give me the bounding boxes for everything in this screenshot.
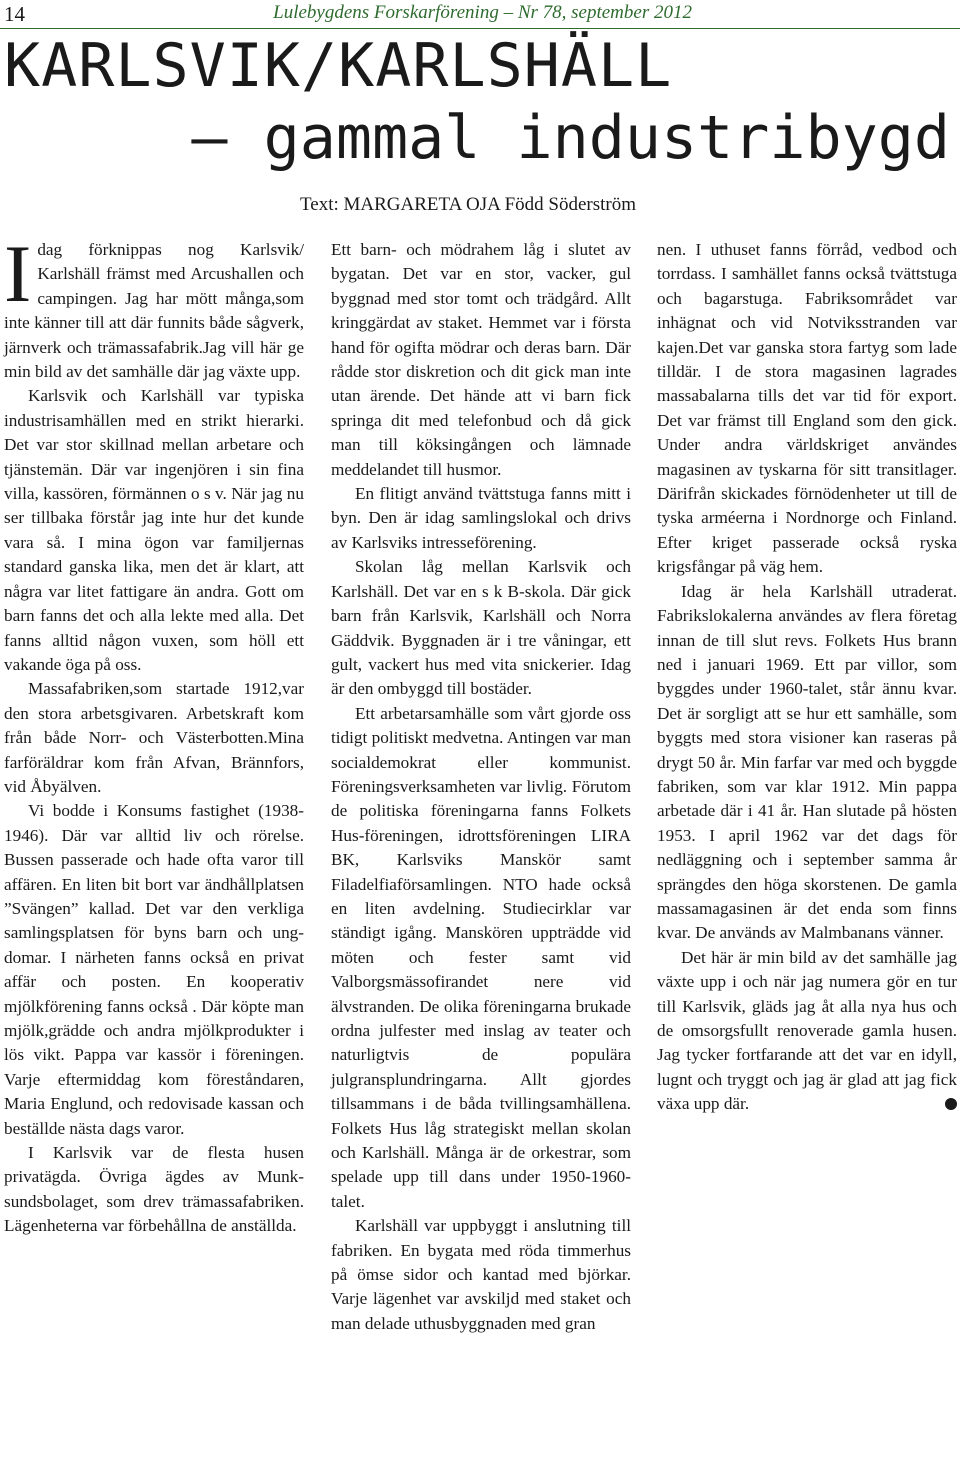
paragraph-final-text: Det här är min bild av det samhälle jag växte upp i och när jag numera gör en tur till Karlsvik, gläds jag åt alla nya hus och de omsorgsfullt renoverade gamla husen. Jag tycker fortfarande att det var en idyll, lugnt och tryggt och jag är glad att jag fick växa upp där. [657, 947, 957, 1114]
paragraph: dag förknippas nog Karlsvik/ Karlshäll främst med Arcushallen och campingen. Jag har mött många,som inte känner till att där funnits både sågverk, järnverk och trämassafabrik.Jag vill här ge min bild av det samhälle där jag växte upp. [4, 240, 304, 382]
paragraph: I Karlsvik var de flesta husen privatägda. Övriga ägdes av Munksundsbolaget, som drev trämassafabriken. Lägenheterna var förbehållna de anställda. [4, 1143, 304, 1236]
paragraph-final [657, 946, 957, 1117]
page-header [0, 0, 960, 30]
article-column-1 [4, 228, 304, 1239]
article-column-3 [657, 238, 957, 1117]
article-byline: Text: MARGARETA OJA Född Söderström [300, 194, 636, 215]
paragraph: Ett barn- och mödrahem låg i slutet av bygatan. Det var en stor, vacker, gul byggnad med stor tomt och trädgård. Allt kringgärdat av staket. Hemmet var i första hand för ogifta mödrar och deras barn. Där rådde stor diskretion och dit gick man inte utan ärende. Det hände att vi barn fick springa dit med telefonbud och då gick man till köksingången och lämnade meddelandet till husmor. [331, 240, 631, 479]
end-mark-icon [945, 1098, 957, 1110]
paragraph: Ett arbetarsamhälle som vårt gjorde oss tidigt politiskt medvetna. Antingen var man socialdemokrat eller kommunist. Föreningsverksamheten var livlig. Förutom de politiska föreningarna fanns Folkets Hus-föreningen, idrottsföreningen LIRA BK, Karlsviks Manskör samt Filadelfiaförsamlingen. NTO hade också en liten avdelning. Studiecirklar var ständigt igång. Manskören uppträdde vid möten och fester samt vid Valborgsmässofirandet nere vid älvstranden. De olika föreningarna brukade ordna julfester med inslag av teater och naturligtvis de populära julgransplundringarna. Allt gjordes tillsammans i de båda tvillingsamhällena. Folkets Hus låg strategiskt mellan skolan och Karlshäll. Många är de orkestrar, som spelade upp till dans under 1950-1960-talet. [331, 703, 631, 1211]
paragraph: Idag är hela Karlshäll utraderat. Fabrikslokalerna användes av flera företag innan de till slut revs. Folkets Hus brann ned i januari 1969. Ett par villor, som byggdes under 1960-talet, står ännu kvar. Det är sorgligt att se hur ett samhälle, som byggts med stora visioner kan raseras på drygt 50 år. Min farfar var med och byggde fabriken, som var klar 1912. Min pappa arbetade där i 41 år. Han slutade på hösten 1953. I april 1962 var det dags för nedläggning och i september samma år sprängdes den höga skorstenen. De gamla massamagasinen är det enda som finns kvar. De används av Malmbanans vänner. [657, 581, 957, 943]
paragraph: Skolan låg mellan Karlsvik och Karlshäll. Det var en s k B-skola. Där gick barn från Karlsvik, Karlshäll och Norra Gäddvik. Byggnaden är i tre våningar, ett gult, vackert hus med vita snickerier. Idag är den ombyggd till bostäder. [331, 557, 631, 699]
article-title-line2: – gammal industribygd [191, 103, 950, 173]
running-head: Lulebygdens Forskarförening – Nr 78, september 2012 [273, 2, 692, 23]
paragraph: Massafabriken,som startade 1912,var den stora arbetsgivaren. Arbetskraft kom från både Norr- och Västerbotten.Mina farföräldrar kom från Afvan, Brännfors, vid Åbyälven. [4, 679, 304, 796]
drop-cap: I [4, 228, 32, 319]
article-column-2 [331, 238, 631, 1336]
paragraph: nen. I uthuset fanns förråd, vedbod och torrdass. I samhället fanns också tvättstuga och bagarstuga. Fabriksområdet var inhägnat och vid Notviksstranden var kajen.Det var ganska stora fartyg som lade tilldär. I de stora magasinen lagrades massabalarna tills det var tid för export. Det var främst till England som den gick. Under andra världskriget användes magasinen av tyskarna för sitt transitlager. Därifrån skickades förnödenheter ut till de tyska arméerna i Nordnorge och Finland. Efter kriget passerade också ryska krigsfångar på väg hem. [657, 240, 957, 577]
paragraph: Karlsvik och Karlshäll var typiska industrisamhällen med en strikt hierarki. Det var stor skillnad mellan arbetare och tjänstemän. Där var ingenjören i sin fina villa, kassören, förmännen o s v. När jag nu ser tillbaka förstår jag inte hur det kunde vara så. I mina ögon var familjernas standard ganska lika, men det är klart, att några var litet fattigare än andra. Gott om barn fanns det och alla lekte med alla. Det fanns alltid någon vuxen, som höll ett vakande öga på oss. [4, 386, 304, 674]
paragraph: Vi bodde i Konsums fastighet (1938-1946). Där var alltid liv och rörelse. Bussen passerade och hade ofta varor till affären. En liten bit bort var ändhållplatsen ”Svängen” kallad. Det var den verkliga samlingsplatsen för byns barn och ungdomar. I närheten fanns också en privat affär och posten. En kooperativ mjölkförening fanns också . Där köpte man mjölk,grädde och andra mjölkprodukter i lös vikt. Pappa var kassör i föreningen. Varje eftermiddag kom föreståndaren, Maria Englund, och redovisade kassan och beställde nästa dags varor. [4, 801, 304, 1138]
header-rule [0, 28, 960, 29]
paragraph: En flitigt använd tvättstuga fanns mitt i byn. Den är idag samlingslokal och drivs av Karlsviks intresseförening. [331, 484, 631, 552]
paragraph: Karlshäll var uppbyggt i anslutning till fabriken. En bygata med röda timmerhus på ömse sidor och kantad med björkar. Varje lägenhet var avskiljd med staket och man delade uthusbyggnaden med gran [331, 1216, 631, 1333]
article-title-line1: KARLSVIK/KARLSHÄLL [4, 31, 673, 101]
page-number: 14 [4, 2, 25, 26]
